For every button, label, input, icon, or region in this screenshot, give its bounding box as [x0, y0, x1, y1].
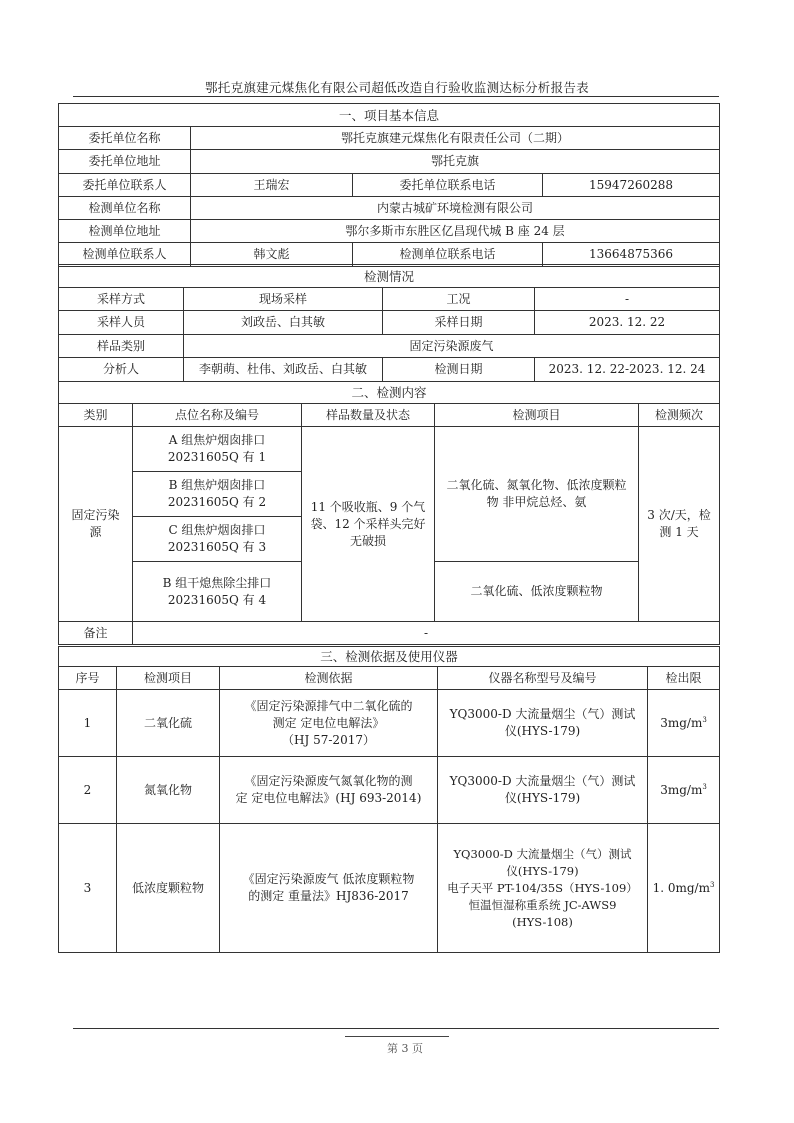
instrument-line: YQ3000-D 大流量烟尘（气）测试 [449, 774, 636, 788]
samplers-value: 刘政岳、白其敏 [184, 311, 383, 335]
instrument-line: 仪(HYS-179) [504, 724, 581, 738]
remark-value: - [133, 622, 720, 645]
col-items: 检测项目 [435, 404, 639, 427]
limit-value: 1. 0mg/m [652, 880, 710, 895]
client-address-value: 鄂托克旗 [191, 150, 720, 174]
instrument-line: 仪(HYS-179) [506, 863, 579, 878]
table-row [59, 757, 720, 824]
basis-line: 测定 定电位电解法》 [272, 715, 385, 730]
sampling-method-value: 现场采样 [184, 288, 383, 311]
col-no: 序号 [59, 667, 117, 690]
condition-value: - [535, 288, 720, 311]
point-name: B 组焦炉烟囱排口 [168, 478, 266, 492]
point-code: 20231605Q 有 1 [167, 450, 267, 464]
point-name: C 组焦炉烟囱排口 [168, 523, 266, 537]
header-rule [73, 96, 719, 97]
footer-short-rule [345, 1036, 449, 1037]
lab-name-label: 检测单位名称 [59, 197, 191, 220]
row-item: 低浓度颗粒物 [117, 824, 220, 953]
lab-contact-value: 韩文彪 [191, 243, 353, 267]
situation-title: 检测情况 [59, 265, 720, 288]
page-number: 第 3 页 [387, 1042, 423, 1055]
point-cell [133, 472, 302, 517]
section-3-title: 三、检测依据及使用仪器 [59, 647, 720, 667]
limit-sup: 3 [702, 715, 707, 724]
report-title: 鄂托克旗建元煤焦化有限公司超低改造自行验收监测达标分析报告表 [204, 80, 589, 95]
row-no: 1 [59, 690, 117, 757]
col-limit: 检出限 [648, 667, 720, 690]
basis-table [58, 646, 720, 953]
samplers-label: 采样人员 [59, 311, 184, 335]
instrument-line: 电子天平 PT-104/35S（HYS-109） [447, 880, 638, 895]
sample-type-value: 固定污染源废气 [184, 335, 720, 358]
category-value: 固定污染源 [59, 427, 133, 622]
condition-label: 工况 [383, 288, 535, 311]
client-address-label: 委托单位地址 [59, 150, 191, 174]
col-frequency: 检测频次 [639, 404, 720, 427]
point-name: A 组焦炉烟囱排口 [168, 433, 266, 447]
col-item: 检测项目 [117, 667, 220, 690]
limit-value: 3mg/m [660, 715, 703, 730]
basis-line: （HJ 57-2017） [282, 732, 375, 747]
col-basis: 检测依据 [220, 667, 438, 690]
row-limit [648, 824, 720, 953]
point-cell [133, 427, 302, 472]
row-item: 氮氧化物 [117, 757, 220, 824]
instrument-line: 恒温恒湿称重系统 JC-AWS9 [468, 897, 617, 912]
client-phone-label: 委托单位联系电话 [353, 174, 543, 197]
limit-value: 3mg/m [660, 782, 703, 797]
row-basis [220, 690, 438, 757]
test-date-label: 检测日期 [383, 358, 535, 382]
lab-phone-value: 13664875366 [543, 243, 720, 267]
limit-sup: 3 [709, 880, 715, 889]
frequency-value: 3 次/天，检测 1 天 [639, 427, 720, 622]
col-category: 类别 [59, 404, 133, 427]
row-no: 3 [59, 824, 117, 953]
lab-address-value: 鄂尔多斯市东胜区亿昌现代城 B 座 24 层 [191, 220, 720, 243]
row-item: 二氧化硫 [117, 690, 220, 757]
remark-label: 备注 [59, 622, 133, 645]
client-contact-label: 委托单位联系人 [59, 174, 191, 197]
col-sample-status: 样品数量及状态 [302, 404, 435, 427]
basis-line: 《固定污染源废气 低浓度颗粒物 [242, 872, 415, 886]
instrument-line: 仪(HYS-179) [504, 791, 581, 805]
situation-table [58, 264, 720, 382]
sampling-date-value: 2023. 12. 22 [535, 311, 720, 335]
sampling-date-label: 采样日期 [383, 311, 535, 335]
instrument-line: (HYS-108) [512, 914, 573, 929]
client-name-value: 鄂托克旗建元煤焦化有限责任公司（二期） [191, 127, 720, 150]
point-code: 20231605Q 有 3 [167, 540, 267, 554]
lab-name-value: 内蒙古城矿环境检测有限公司 [191, 197, 720, 220]
sample-type-label: 样品类别 [59, 335, 184, 358]
instrument-line: YQ3000-D 大流量烟尘（气）测试 [453, 846, 632, 861]
instrument-line: YQ3000-D 大流量烟尘（气）测试 [449, 707, 636, 721]
row-no: 2 [59, 757, 117, 824]
point-cell [133, 562, 302, 622]
limit-sup: 3 [702, 782, 707, 791]
items-group-2: 二氧化硫、低浓度颗粒物 [435, 562, 639, 622]
row-limit [648, 690, 720, 757]
point-code: 20231605Q 有 2 [167, 495, 267, 509]
lab-contact-label: 检测单位联系人 [59, 243, 191, 267]
row-instrument [438, 824, 648, 953]
row-basis [220, 824, 438, 953]
test-date-value: 2023. 12. 22-2023. 12. 24 [535, 358, 720, 382]
table-row [59, 690, 720, 757]
lab-phone-label: 检测单位联系电话 [353, 243, 543, 267]
point-name: B 组干熄焦除尘排口 [162, 575, 272, 590]
sample-status-value: 11 个吸收瓶、9 个气袋、12 个采样头完好无破损 [302, 427, 435, 622]
basis-line: 的测定 重量法》HJ836-2017 [248, 889, 409, 903]
row-basis [220, 757, 438, 824]
client-phone-value: 15947260288 [543, 174, 720, 197]
sampling-method-label: 采样方式 [59, 288, 184, 311]
basic-info-table [58, 103, 720, 267]
section-1-title: 一、项目基本信息 [59, 104, 720, 127]
basis-line: 定 定电位电解法》(HJ 693-2014) [235, 791, 422, 805]
point-code: 20231605Q 有 4 [167, 592, 267, 607]
section-2-title: 二、检测内容 [59, 382, 720, 404]
analysts-label: 分析人 [59, 358, 184, 382]
client-contact-value: 王瑞宏 [191, 174, 353, 197]
client-name-label: 委托单位名称 [59, 127, 191, 150]
basis-line: 《固定污染源废气氮氧化物的测 [244, 774, 413, 788]
basis-line: 《固定污染源排气中二氧化硫的 [244, 698, 413, 713]
table-row [59, 824, 720, 953]
row-instrument [438, 757, 648, 824]
row-limit [648, 757, 720, 824]
lab-address-label: 检测单位地址 [59, 220, 191, 243]
test-content-table [58, 381, 720, 645]
col-instrument: 仪器名称型号及编号 [438, 667, 648, 690]
items-group-1: 二氧化硫、氮氧化物、低浓度颗粒物 非甲烷总烃、氨 [435, 427, 639, 562]
footer-rule [73, 1028, 719, 1029]
analysts-value: 李朝萌、杜伟、刘政岳、白其敏 [184, 358, 383, 382]
col-point: 点位名称及编号 [133, 404, 302, 427]
row-instrument [438, 690, 648, 757]
point-cell [133, 517, 302, 562]
